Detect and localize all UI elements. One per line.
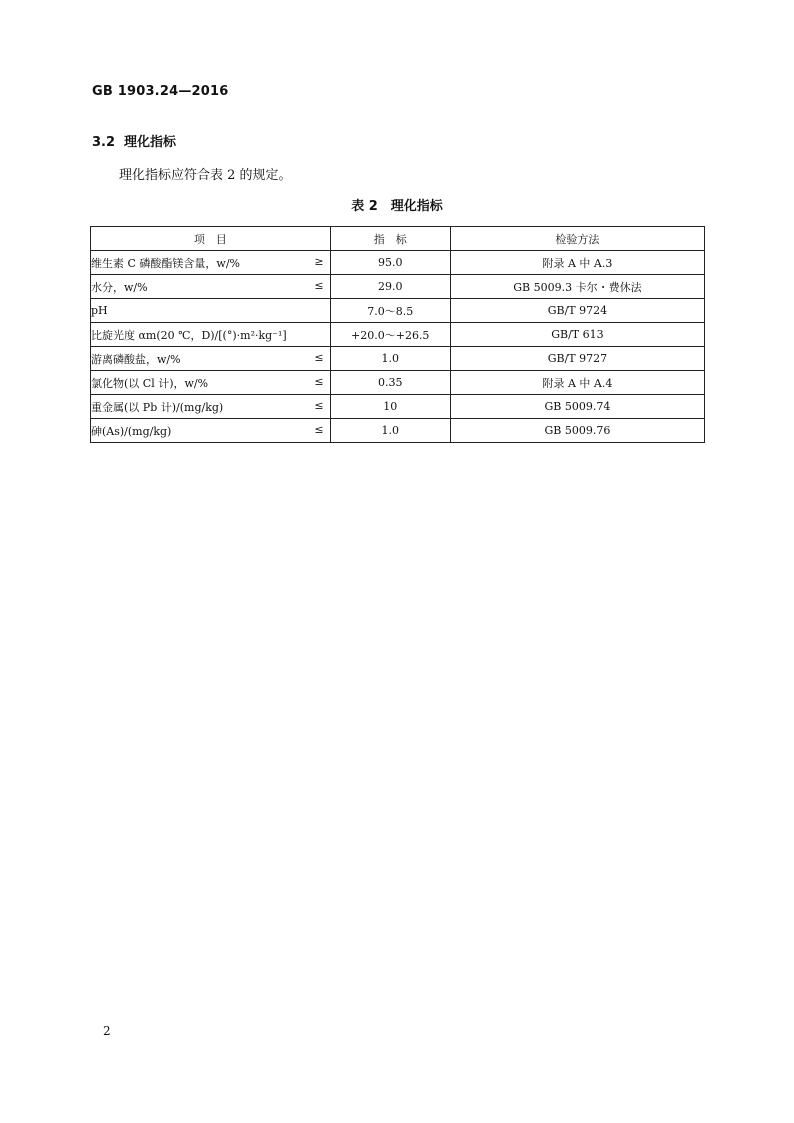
row-method: GB/T 9724 [450,299,704,323]
row-method: 附录 A 中 A.3 [450,251,704,275]
table-row [91,419,705,443]
row-method: 附录 A 中 A.4 [450,371,704,395]
table-row [91,251,705,275]
row-value: 1.0 [330,347,450,371]
row-operator: ≤ [314,375,324,388]
row-value: 0.35 [330,371,450,395]
row-method: GB 5009.74 [450,395,704,419]
row-operator: ≤ [314,399,324,412]
section-number: 3.2 [92,135,116,150]
body-paragraph: 理化指标应符合表 2 的规定。 [119,168,292,183]
row-value: 29.0 [330,275,450,299]
row-item-label: pH [91,304,108,317]
row-method: GB 5009.3 卡尔・费休法 [450,275,704,299]
row-item-label: 水分，w/% [91,280,148,294]
row-item-label: 砷(As)/(mg/kg) [91,424,172,438]
section-heading [92,131,176,150]
header-method: 检验方法 [450,227,704,251]
row-item-label: 维生素 C 磷酸酯镁含量，w/% [91,256,240,270]
row-operator: ≤ [314,279,324,292]
row-operator: ≤ [314,423,324,436]
section-title: 理化指标 [124,135,177,150]
table-row [91,347,705,371]
row-item-cell [91,275,331,299]
row-method: GB/T 9727 [450,347,704,371]
table-row [91,299,705,323]
row-item-label: 重金属(以 Pb 计)/(mg/kg) [91,400,224,414]
row-operator: ≤ [314,351,324,364]
row-item-cell [91,323,331,347]
table-row [91,275,705,299]
row-value: +20.0～+26.5 [330,323,450,347]
row-value: 95.0 [330,251,450,275]
row-item-cell [91,419,331,443]
table-row [91,395,705,419]
row-operator: ≥ [314,255,324,268]
row-item-label: 氯化物(以 Cl 计)，w/% [91,376,209,390]
table-header-row [91,227,705,251]
row-method: GB 5009.76 [450,419,704,443]
table-caption: 表 2 理化指标 [351,199,443,214]
row-item-cell [91,371,331,395]
header-item: 项 目 [91,227,331,251]
row-item-label: 比旋光度 αm(20 ℃，D)/[(°)·m²·kg⁻¹] [91,328,287,342]
row-item-cell [91,347,331,371]
row-item-cell [91,251,331,275]
page-number: 2 [103,1024,111,1038]
table-row [91,371,705,395]
row-item-cell [91,299,331,323]
row-value: 10 [330,395,450,419]
standard-number: GB 1903.24—2016 [92,84,229,99]
row-item-label: 游离磷酸盐，w/% [91,352,181,366]
row-method: GB/T 613 [450,323,704,347]
row-item-cell [91,395,331,419]
table-row [91,323,705,347]
row-value: 7.0～8.5 [330,299,450,323]
spec-table [90,226,705,443]
row-value: 1.0 [330,419,450,443]
header-spec: 指 标 [330,227,450,251]
